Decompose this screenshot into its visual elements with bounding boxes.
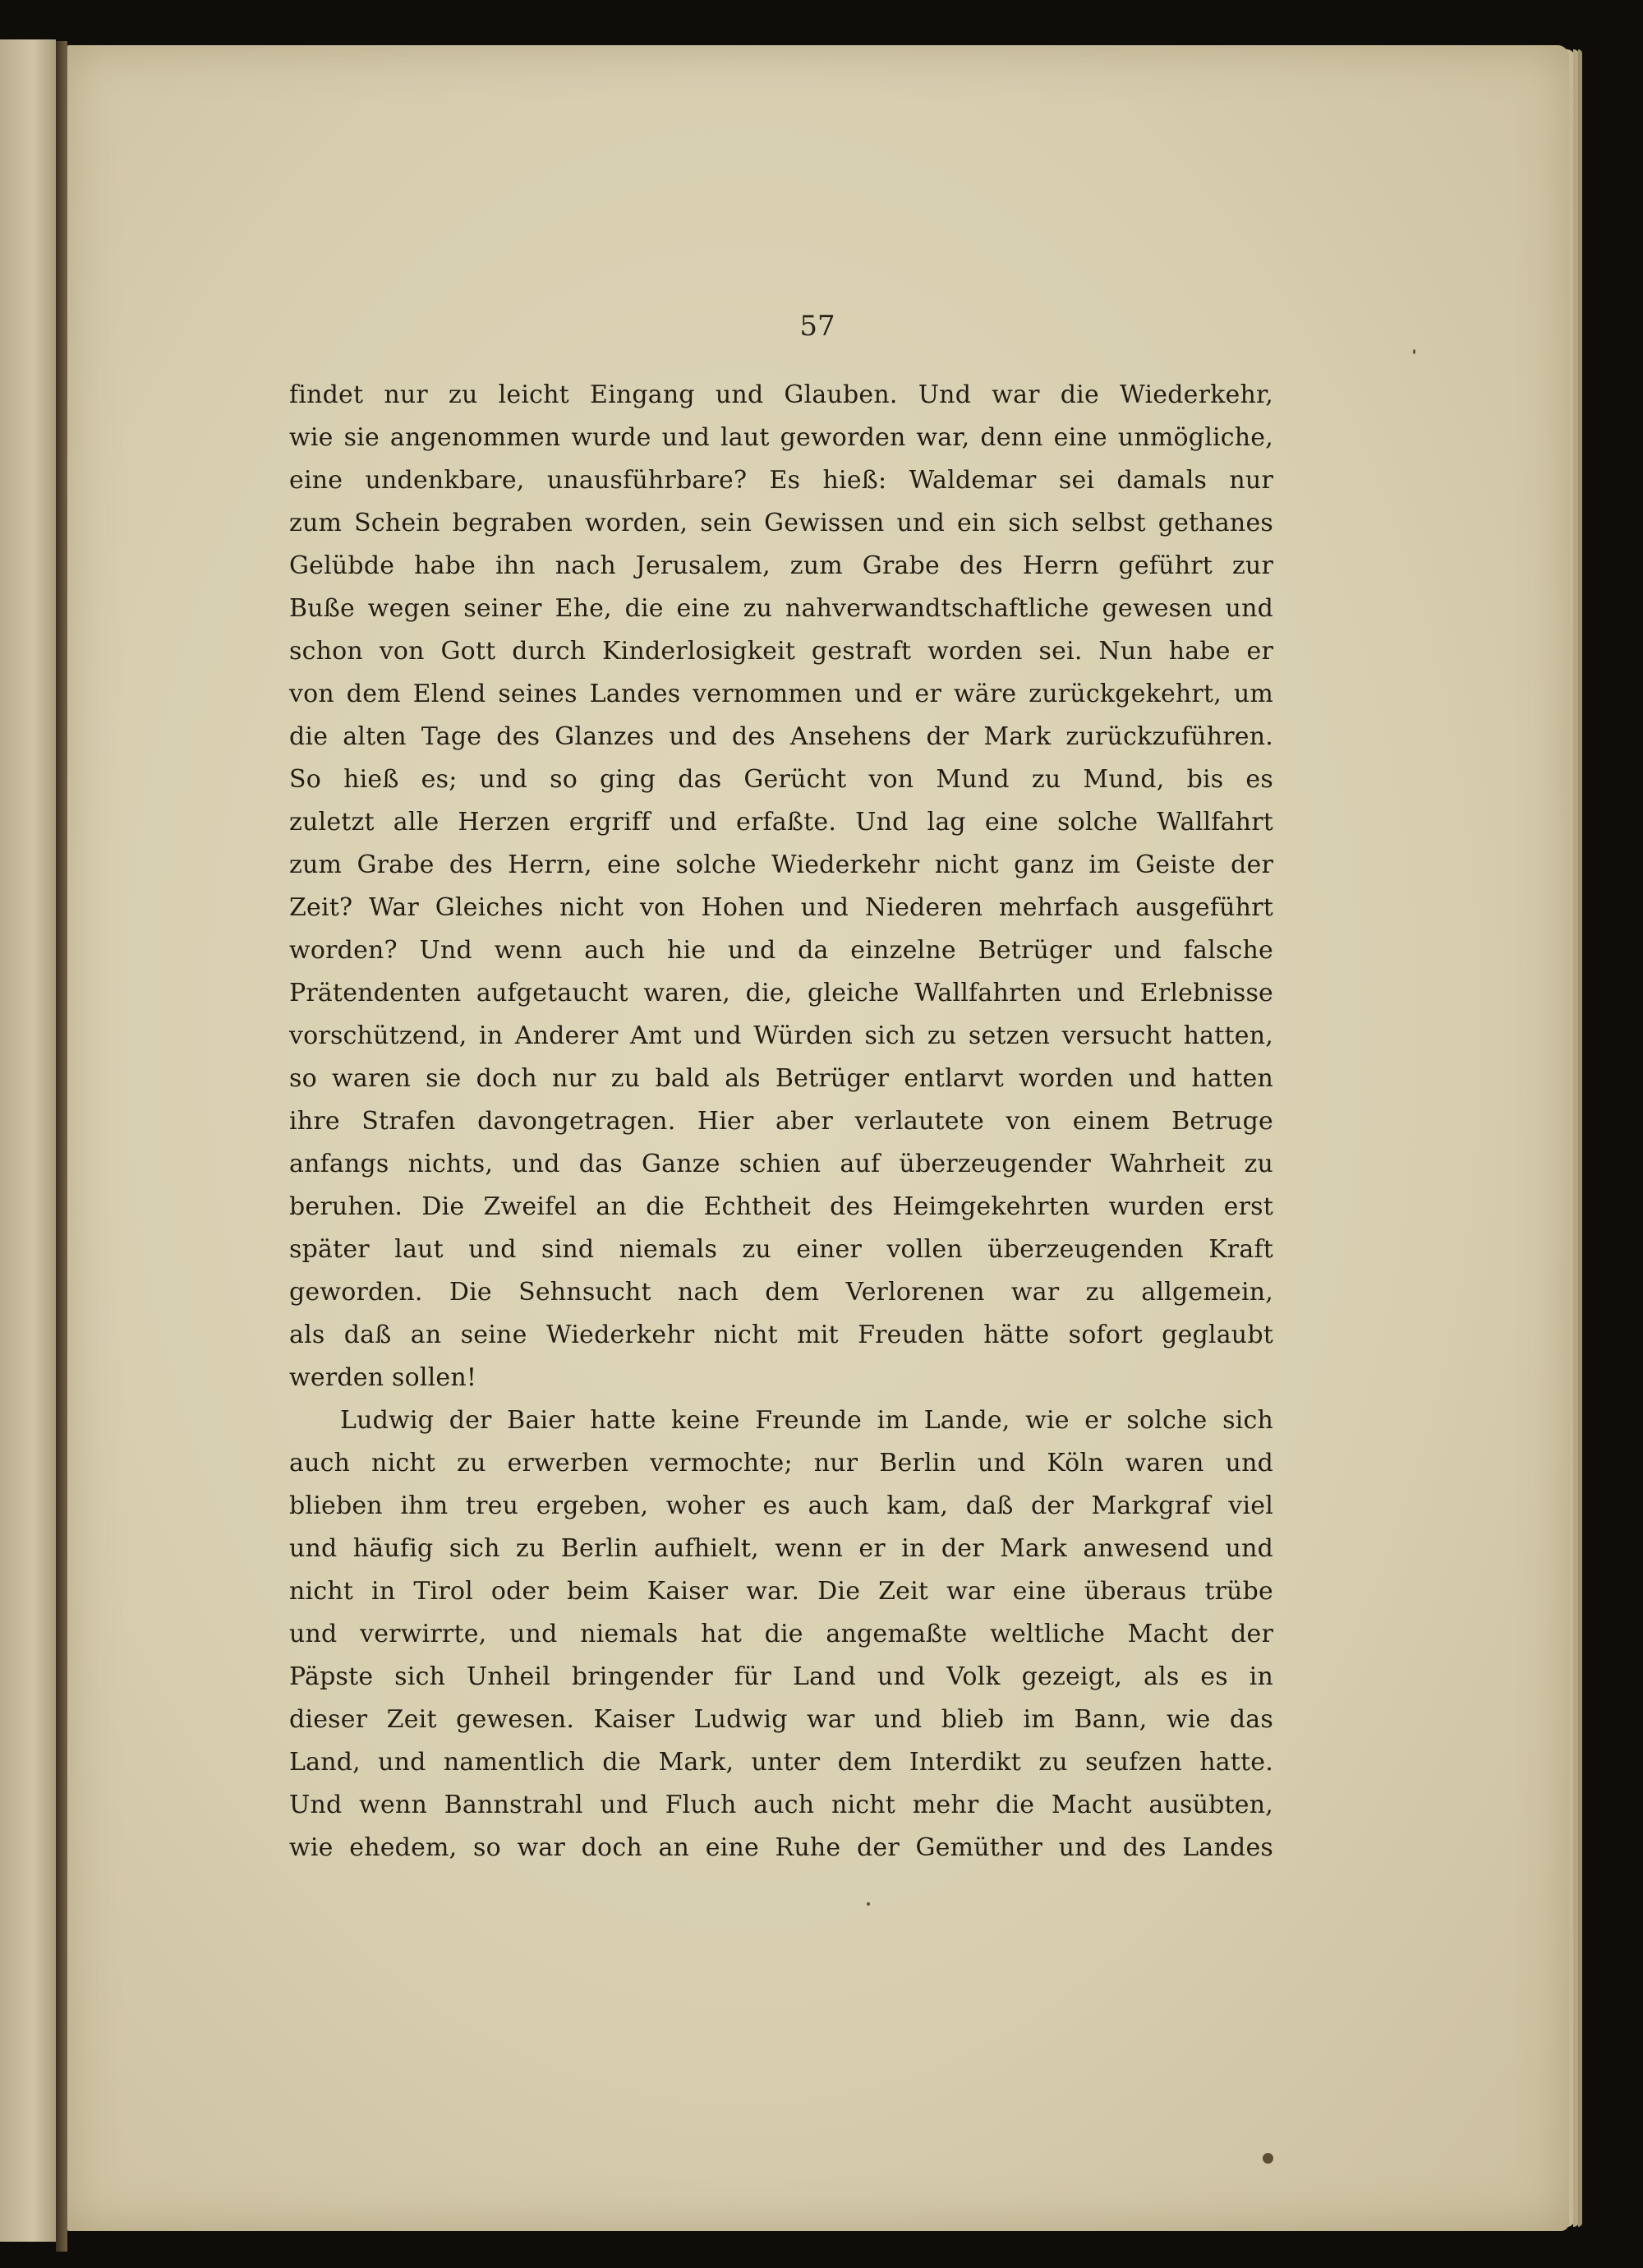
text-line: blieben ihm treu ergeben, woher es auch kam, daß der Markgraf viel — [289, 1491, 1273, 1520]
page-number: 57 — [799, 310, 835, 343]
facing-page-edge — [0, 39, 56, 2242]
text-line: findet nur zu leicht Eingang und Glauben. Und war die Wiederkehr, — [289, 380, 1273, 409]
text-line: So hieß es; und so ging das Gerücht von Mund zu Mund, bis es — [289, 765, 1273, 794]
text-line: zum Grabe des Herrn, eine solche Wiederkehr nicht ganz im Geiste der — [289, 850, 1273, 879]
ink-speck — [867, 1902, 870, 1906]
text-line: nicht in Tirol oder beim Kaiser war. Die Zeit war eine überaus trübe — [289, 1577, 1273, 1606]
text-line: worden? Und wenn auch hie und da einzelne Betrüger und falsche — [289, 936, 1273, 965]
body-text — [289, 374, 1273, 1869]
ink-speck — [1413, 349, 1415, 354]
text-line: zum Schein begraben worden, sein Gewissen und ein sich selbst gethanes — [289, 509, 1273, 537]
book-gutter — [56, 41, 67, 2252]
text-line: eine undenkbare, unausführbare? Es hieß: Waldemar sei damals nur — [289, 466, 1273, 495]
text-line: Ludwig der Baier hatte keine Freunde im Lande, wie er solche sich — [340, 1406, 1273, 1435]
text-line: Und wenn Bannstrahl und Fluch auch nicht mehr die Macht ausübten, — [289, 1791, 1273, 1819]
text-line: und verwirrte, und niemals hat die angemaßte weltliche Macht der — [289, 1620, 1273, 1648]
text-line: vorschützend, in Anderer Amt und Würden sich zu setzen versucht hatten, — [289, 1021, 1273, 1050]
text-line: dieser Zeit gewesen. Kaiser Ludwig war und blieb im Bann, wie das — [289, 1705, 1273, 1734]
text-line: Zeit? War Gleiches nicht von Hohen und Niederen mehrfach ausgeführt — [289, 893, 1273, 922]
text-line: von dem Elend seines Landes vernommen und er wäre zurückgekehrt, um — [289, 680, 1273, 708]
page-stack-edge — [1578, 49, 1582, 2227]
text-line: wie ehedem, so war doch an eine Ruhe der Gemüther und des Landes — [289, 1833, 1273, 1862]
text-line: geworden. Die Sehnsucht nach dem Verlorenen war zu allgemein, — [289, 1278, 1273, 1307]
text-line: werden sollen! — [289, 1363, 477, 1392]
text-line: zuletzt alle Herzen ergriff und erfaßte. Und lag eine solche Wallfahrt — [289, 808, 1273, 837]
text-line: Buße wegen seiner Ehe, die eine zu nahverwandtschaftliche gewesen und — [289, 594, 1273, 623]
paragraph — [289, 374, 1273, 1399]
text-line: wie sie angenommen wurde und laut geworden war, denn eine unmögliche, — [289, 423, 1273, 452]
text-line: Prätendenten aufgetaucht waren, die, gleiche Wallfahrten und Erlebnisse — [289, 979, 1273, 1007]
text-line: beruhen. Die Zweifel an die Echtheit des Heimgekehrten wurden erst — [289, 1192, 1273, 1221]
text-line: später laut und sind niemals zu einer vollen überzeugenden Kraft — [289, 1235, 1273, 1264]
text-line: anfangs nichts, und das Ganze schien auf überzeugender Wahrheit zu — [289, 1150, 1273, 1178]
text-line: Päpste sich Unheil bringender für Land und Volk gezeigt, als es in — [289, 1662, 1273, 1691]
book-page — [67, 45, 1569, 2231]
text-line: und häufig sich zu Berlin aufhielt, wenn er in der Mark anwesend und — [289, 1534, 1273, 1563]
text-line: ihre Strafen davongetragen. Hier aber verlautete von einem Betruge — [289, 1107, 1273, 1136]
paragraph — [289, 1399, 1273, 1869]
text-line: Land, und namentlich die Mark, unter dem Interdikt zu seufzen hatte. — [289, 1748, 1273, 1777]
ink-speck — [1263, 2153, 1273, 2164]
text-line: auch nicht zu erwerben vermochte; nur Berlin und Köln waren und — [289, 1449, 1273, 1477]
text-line: so waren sie doch nur zu bald als Betrüger entlarvt worden und hatten — [289, 1064, 1273, 1093]
text-line: die alten Tage des Glanzes und des Ansehens der Mark zurückzuführen. — [289, 722, 1273, 751]
text-line: Gelübde habe ihn nach Jerusalem, zum Grabe des Herrn geführt zur — [289, 551, 1273, 580]
text-line: schon von Gott durch Kinderlosigkeit gestraft worden sei. Nun habe er — [289, 637, 1273, 666]
text-line: als daß an seine Wiederkehr nicht mit Freuden hätte sofort geglaubt — [289, 1321, 1273, 1349]
